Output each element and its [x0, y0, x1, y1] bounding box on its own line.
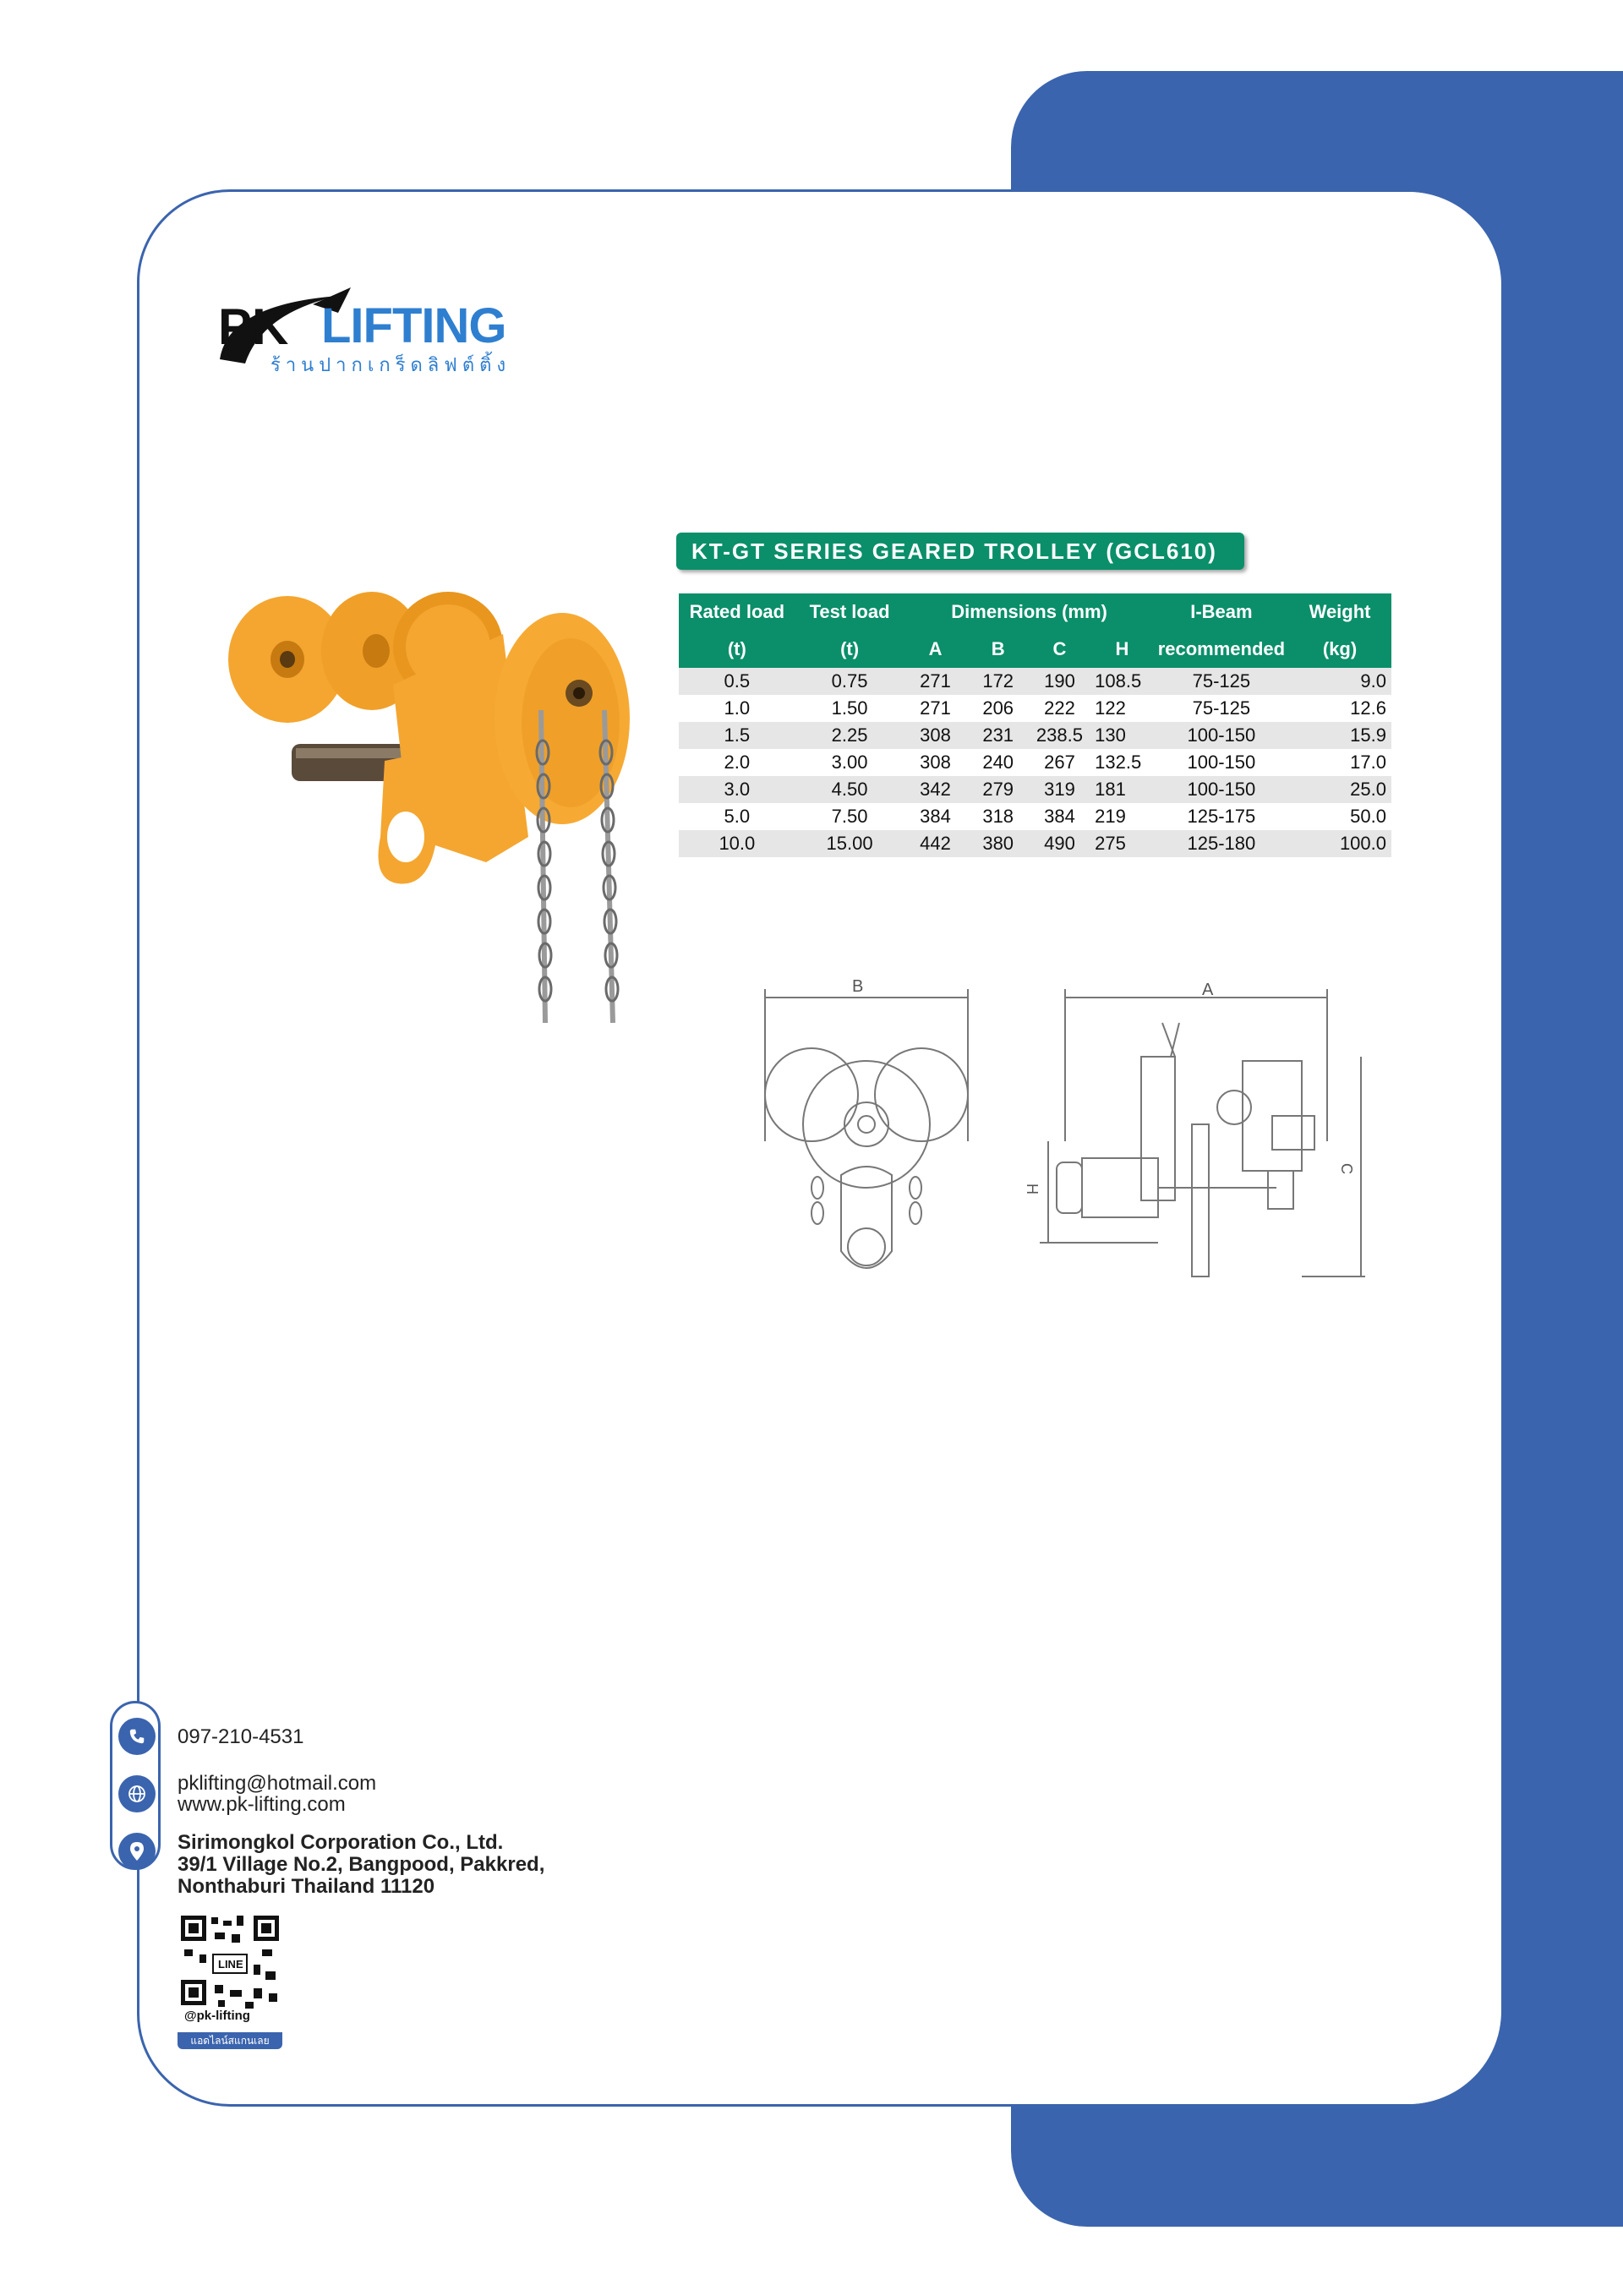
cell-c: 222: [1030, 695, 1090, 722]
cell-ibeam: 100-150: [1155, 749, 1288, 776]
qr-line-label: LINE: [218, 1958, 243, 1971]
cell-a: 308: [904, 749, 966, 776]
logo-main-text: LIFTING: [321, 298, 506, 353]
cell-h: 219: [1090, 803, 1155, 830]
table-row: [679, 830, 1391, 857]
front-view-drawing: [752, 972, 989, 1293]
card-right-edge: [1369, 192, 1501, 2104]
cell-b: 279: [967, 776, 1030, 803]
cell-a: 271: [904, 668, 966, 695]
logo-thai-text: ร้านปากเกร็ดลิฟต์ติ้ง: [270, 354, 511, 375]
cell-test: 4.50: [795, 776, 904, 803]
line-qr-code[interactable]: [178, 1912, 282, 2053]
cell-c: 190: [1030, 668, 1090, 695]
cell-a: 308: [904, 722, 966, 749]
geared-trolley-photo: [216, 583, 655, 1023]
table-row: [679, 722, 1391, 749]
cell-weight: 9.0: [1288, 668, 1391, 695]
cell-b: 172: [967, 668, 1030, 695]
logo-prefix: PK: [218, 298, 289, 355]
header-weight: Weight: [1288, 593, 1391, 631]
cell-weight: 15.9: [1288, 722, 1391, 749]
header-ibeam-sub: recommended: [1155, 631, 1288, 668]
header-dimensions: Dimensions (mm): [904, 593, 1154, 631]
header-rated-load: Rated load: [679, 593, 795, 631]
header-test-unit: (t): [795, 631, 904, 668]
cell-b: 318: [967, 803, 1030, 830]
cell-rated: 5.0: [679, 803, 795, 830]
cell-weight: 100.0: [1288, 830, 1391, 857]
cell-b: 231: [967, 722, 1030, 749]
cell-rated: 2.0: [679, 749, 795, 776]
cell-h: 108.5: [1090, 668, 1155, 695]
cell-c: 267: [1030, 749, 1090, 776]
globe-icon: [118, 1775, 156, 1812]
location-pin-icon: [118, 1833, 156, 1870]
cell-h: 130: [1090, 722, 1155, 749]
cell-ibeam: 75-125: [1155, 668, 1288, 695]
phone-icon: [118, 1718, 156, 1755]
cell-a: 271: [904, 695, 966, 722]
cell-a: 442: [904, 830, 966, 857]
header-dim-c: C: [1030, 631, 1090, 668]
cell-ibeam: 75-125: [1155, 695, 1288, 722]
cell-test: 2.25: [795, 722, 904, 749]
cell-test: 0.75: [795, 668, 904, 695]
dim-label-h: H: [1024, 1184, 1041, 1194]
header-ibeam: I-Beam: [1155, 593, 1288, 631]
cell-rated: 10.0: [679, 830, 795, 857]
cell-test: 3.00: [795, 749, 904, 776]
header-dim-b: B: [967, 631, 1030, 668]
cell-rated: 3.0: [679, 776, 795, 803]
table-row: [679, 695, 1391, 722]
dim-label-a: A: [1202, 981, 1214, 999]
cell-weight: 12.6: [1288, 695, 1391, 722]
cell-a: 342: [904, 776, 966, 803]
header-test-load: Test load: [795, 593, 904, 631]
header-dim-h: H: [1090, 631, 1155, 668]
table-row: [679, 749, 1391, 776]
address-line-1: 39/1 Village No.2, Bangpood, Pakkred,: [178, 1853, 545, 1876]
cell-rated: 0.5: [679, 668, 795, 695]
cell-h: 122: [1090, 695, 1155, 722]
cell-b: 380: [967, 830, 1030, 857]
dim-label-b: B: [852, 977, 864, 996]
header-weight-unit: (kg): [1288, 631, 1391, 668]
cell-ibeam: 100-150: [1155, 776, 1288, 803]
cell-c: 319: [1030, 776, 1090, 803]
address-line-2: Nonthaburi Thailand 11120: [178, 1875, 435, 1898]
table-row: [679, 803, 1391, 830]
table-row: [679, 668, 1391, 695]
cell-c: 490: [1030, 830, 1090, 857]
cell-c: 238.5: [1030, 722, 1090, 749]
spec-table: [679, 593, 1391, 857]
dim-label-c: C: [1338, 1163, 1355, 1174]
cell-weight: 25.0: [1288, 776, 1391, 803]
cell-rated: 1.0: [679, 695, 795, 722]
cell-weight: 50.0: [1288, 803, 1391, 830]
cell-h: 275: [1090, 830, 1155, 857]
phone-number: 097-210-4531: [178, 1725, 304, 1748]
side-view-drawing: [1031, 981, 1369, 1285]
qr-caption: แอดไลน์สแกนเลย: [178, 2032, 282, 2049]
cell-h: 132.5: [1090, 749, 1155, 776]
table-row: [679, 776, 1391, 803]
cell-test: 15.00: [795, 830, 904, 857]
cell-c: 384: [1030, 803, 1090, 830]
cell-b: 240: [967, 749, 1030, 776]
email-address: pklifting@hotmail.com: [178, 1772, 377, 1795]
company-name: Sirimongkol Corporation Co., Ltd.: [178, 1831, 504, 1854]
table-title: KT-GT SERIES GEARED TROLLEY (GCL610): [676, 533, 1244, 570]
cell-test: 7.50: [795, 803, 904, 830]
cell-ibeam: 100-150: [1155, 722, 1288, 749]
qr-handle: @pk-lifting: [184, 2009, 250, 2023]
website-url: www.pk-lifting.com: [178, 1793, 346, 1816]
cell-rated: 1.5: [679, 722, 795, 749]
cell-weight: 17.0: [1288, 749, 1391, 776]
header-rated-unit: (t): [679, 631, 795, 668]
cell-h: 181: [1090, 776, 1155, 803]
cell-ibeam: 125-175: [1155, 803, 1288, 830]
cell-a: 384: [904, 803, 966, 830]
cell-test: 1.50: [795, 695, 904, 722]
header-dim-a: A: [904, 631, 966, 668]
cell-b: 206: [967, 695, 1030, 722]
cell-ibeam: 125-180: [1155, 830, 1288, 857]
